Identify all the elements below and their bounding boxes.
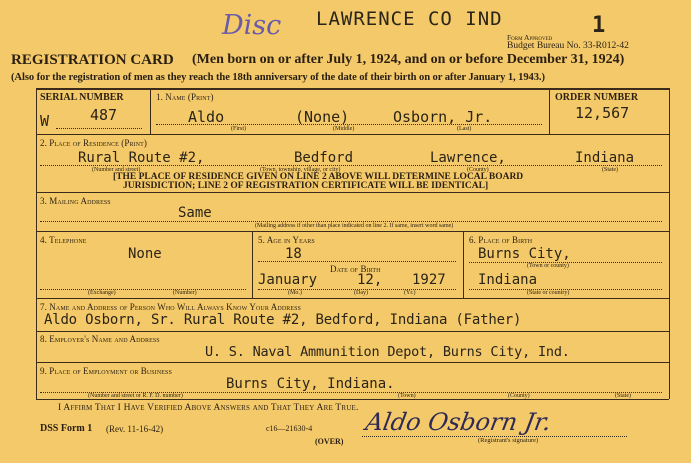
residence-county-label: (County) <box>467 167 489 173</box>
serial-prefix: W <box>40 112 50 130</box>
age-value: 18 <box>285 246 302 262</box>
telephone-exchange-label: (Exchange) <box>88 290 116 296</box>
employment-county-label: (County) <box>508 393 530 399</box>
card-subtitle: (Men born on or after July 1, 1924, and on or before December 31, 1924) <box>192 52 625 67</box>
employer-value: U. S. Naval Ammunition Depot, Burns City, Ind. <box>205 344 570 360</box>
birth-place-town: Burns City, <box>478 246 571 262</box>
residence-town: Bedford <box>294 150 354 166</box>
signature-label: (Registrant's signature) <box>478 437 539 444</box>
residence-label: 2. Place of Residence (Print) <box>40 138 147 148</box>
name-first-label: (First) <box>231 126 246 132</box>
birth-year-label: (Yr.) <box>404 290 416 296</box>
birth-place-state: Indiana <box>478 272 538 288</box>
birth-date-day: 12, <box>357 272 383 288</box>
serial-number-label: SERIAL NUMBER <box>40 92 124 103</box>
birth-date-month: January <box>258 272 318 288</box>
mailing-label: 3. Mailing Address <box>40 196 111 206</box>
name-last: Osborn, Jr. <box>393 108 493 126</box>
birth-place-state-label: (State or country) <box>527 290 570 296</box>
name-first: Aldo <box>188 108 225 126</box>
order-number-value: 12,567 <box>575 104 630 122</box>
form-approved: Form Approved <box>507 33 553 42</box>
birth-date-label: Date of Birth <box>330 264 381 274</box>
residence-street: Rural Route #2, <box>78 150 205 166</box>
budget-bureau: Budget Bureau No. 33-R012-42 <box>507 41 629 51</box>
birth-place-label: 6. Place of Birth <box>469 235 533 245</box>
telephone-label: 4. Telephone <box>40 235 87 245</box>
affirm-statement: I Affirm That I Have Verified Above Answers and That They Are True. <box>58 403 359 413</box>
employment-state-label: (State) <box>615 393 631 399</box>
print-code: c16—21630-4 <box>266 424 313 433</box>
telephone-number-label: (Number) <box>173 290 197 296</box>
contact-value: Aldo Osborn, Sr. Rural Route #2, Bedford, Indiana (Father) <box>44 312 522 328</box>
name-last-label: (Last) <box>457 126 472 132</box>
mailing-sublabel: (Mailing address if other than place indicated on line 2. If same, insert word same) <box>255 223 454 229</box>
residence-state: Indiana <box>575 150 635 166</box>
name-middle: (None) <box>295 108 350 126</box>
birth-month-label: (Mo.) <box>288 290 302 296</box>
over-note: (OVER) <box>315 437 344 446</box>
telephone-value: None <box>128 246 162 262</box>
form-number: DSS Form 1 <box>40 423 93 434</box>
order-number-label: ORDER NUMBER <box>555 92 639 103</box>
card-title: REGISTRATION CARD <box>11 52 174 68</box>
residence-county: Lawrence, <box>430 150 506 166</box>
handwritten-disc-note: Disc <box>222 10 282 41</box>
employment-place-label: 9. Place of Employment or Business <box>40 366 172 376</box>
residence-street-label: (Number and street) <box>92 167 141 173</box>
form-revision: (Rev. 11-16-42) <box>106 424 164 434</box>
employer-label: 8. Employer's Name and Address <box>40 334 160 344</box>
contact-label: 7. Name and Address of Person Who Will Always Know Your Address <box>40 302 301 312</box>
number-stamp: 1 <box>592 13 606 38</box>
serial-number-value: 487 <box>90 106 118 124</box>
card-also-line: (Also for the registration of men as they reach the 18th anniversary of the date of their birth on or after January 1, 1943.) <box>11 72 545 83</box>
employment-place-value: Burns City, Indiana. <box>226 376 395 392</box>
birth-date-year: 1927 <box>412 272 446 288</box>
residence-state-label: (State) <box>602 167 618 173</box>
registrant-signature: Aldo Osborn Jr. <box>363 408 554 436</box>
employment-street-label: (Number and street or R. F. D. number) <box>88 393 183 399</box>
birth-place-town-label: (Town or county) <box>527 263 569 269</box>
name-label: 1. Name (Print) <box>156 92 214 102</box>
employment-town-label: (Town) <box>398 393 416 399</box>
residence-note-1: [THE PLACE OF RESIDENCE GIVEN ON LINE 2 ABOVE WILL DETERMINE LOCAL BOARD <box>113 172 524 182</box>
name-middle-label: (Middle) <box>333 126 355 132</box>
county-stamp: LAWRENCE CO IND <box>316 8 503 30</box>
birth-day-label: (Day) <box>354 290 368 296</box>
residence-town-label: (Town, township, village, or city) <box>260 167 341 173</box>
residence-note-2: JURISDICTION; LINE 2 OF REGISTRATION CERTIFICATE WILL BE IDENTICAL] <box>123 181 489 191</box>
age-label: 5. Age in Years <box>258 235 315 245</box>
mailing-value: Same <box>178 205 212 221</box>
